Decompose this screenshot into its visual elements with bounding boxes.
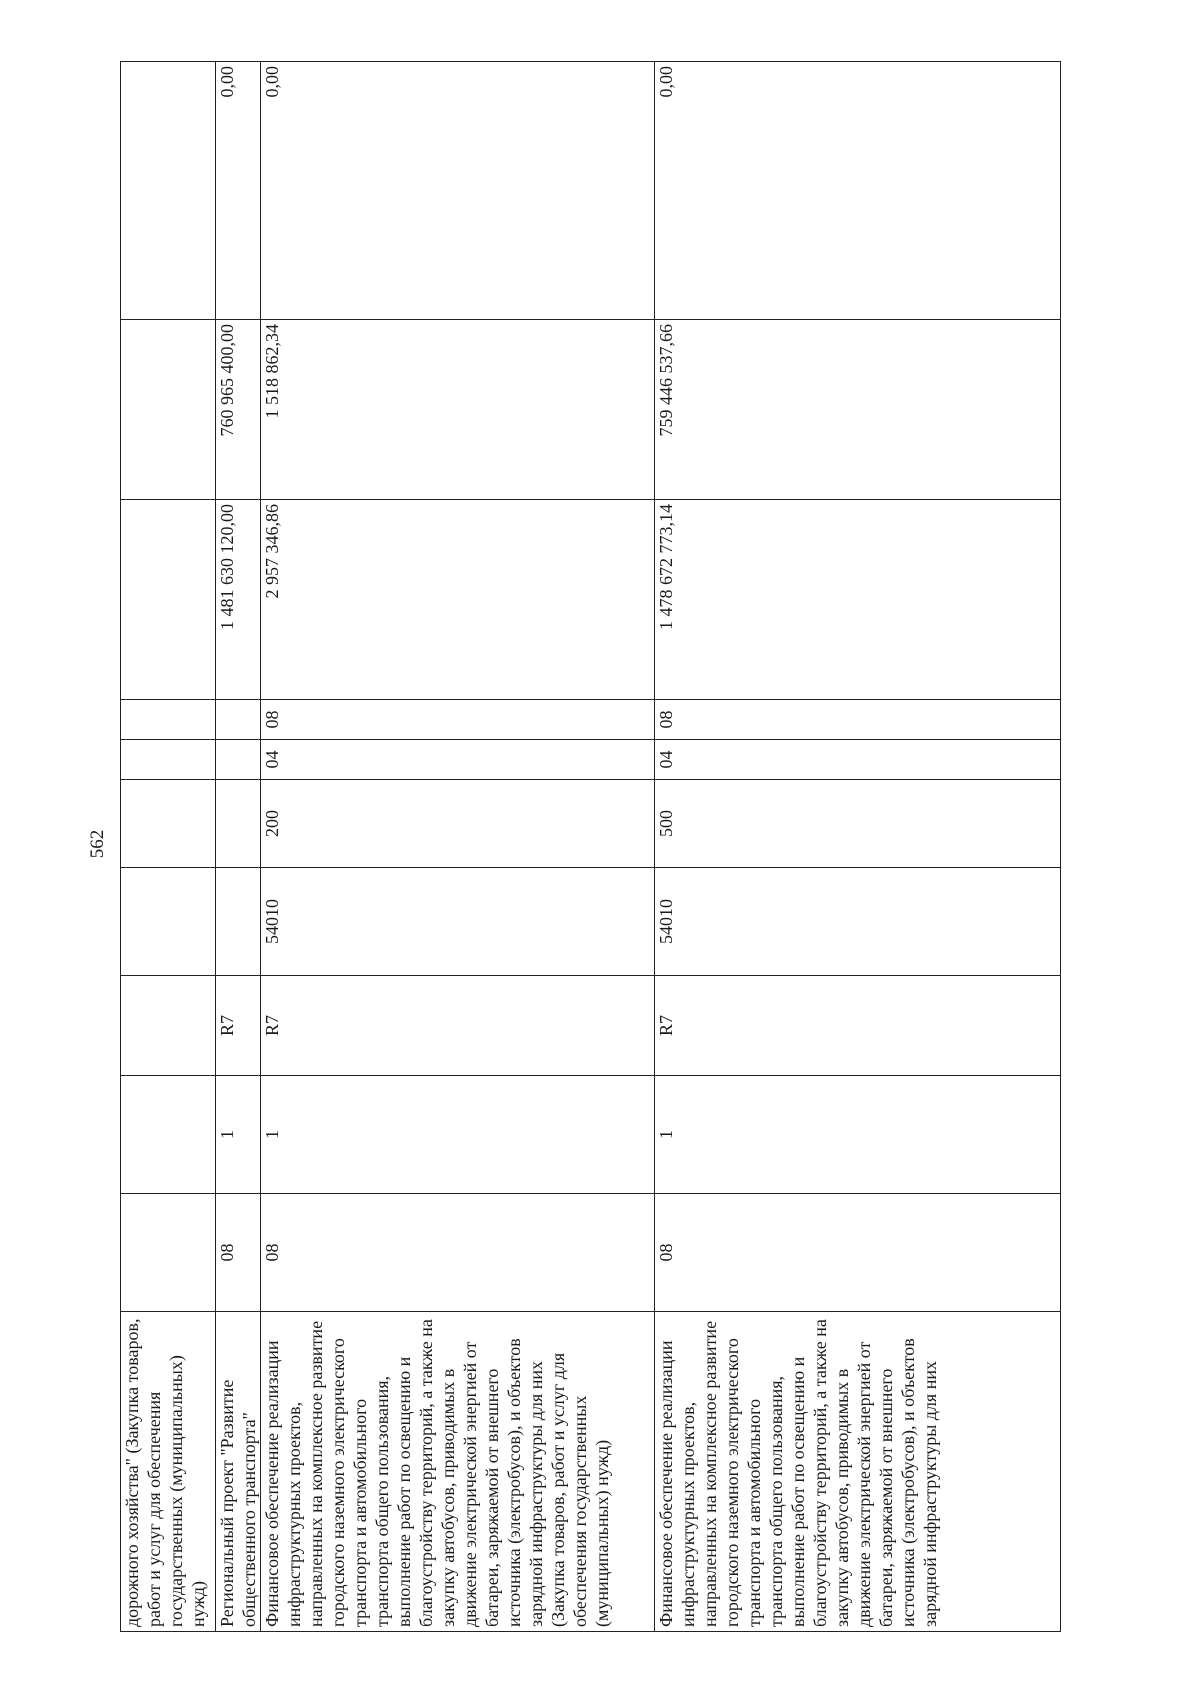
expense-type-cell: 500 bbox=[655, 780, 1061, 868]
section-cell: 08 bbox=[261, 1194, 655, 1312]
project-cell: R7 bbox=[261, 976, 655, 1076]
row-name-cell: Финансовое обеспечение реализации инфраструктурных проектов, направленных на комплексное развитие городского наземного электрического транспорта и автомобильного транспорта общего пользования, выполнение работ по освещению и благоустройству территорий, а также на закупку автобусов, приводимых в движение электрической энергией от батареи, заряжаемой от внешнего источника (электробусов), и объектов зарядной инфраструктуры для них (Закупка товаров, работ и услуг для обеспечения государственных (муниципальных) нужд) bbox=[261, 1312, 655, 1632]
amount-year1-cell: 1 481 630 120,00 bbox=[216, 500, 261, 700]
expense-type-cell: 200 bbox=[261, 780, 655, 868]
subprogram-cell bbox=[121, 1076, 216, 1194]
subprogram-cell: 1 bbox=[216, 1076, 261, 1194]
project-cell bbox=[121, 976, 216, 1076]
amount-year2-cell: 760 965 400,00 bbox=[216, 320, 261, 500]
project-cell: R7 bbox=[655, 976, 1061, 1076]
section-cell: 08 bbox=[655, 1194, 1061, 1312]
expense-type-cell bbox=[121, 780, 216, 868]
direction-code-cell: 54010 bbox=[655, 868, 1061, 976]
table-row bbox=[261, 62, 655, 1632]
project-cell: R7 bbox=[216, 976, 261, 1076]
amount-year3-cell: 0,00 bbox=[261, 62, 655, 320]
section-cell: 08 bbox=[216, 1194, 261, 1312]
amount-year2-cell bbox=[121, 320, 216, 500]
direction-code-cell: 54010 bbox=[261, 868, 655, 976]
table-row bbox=[121, 62, 216, 1632]
subchapter-cell bbox=[121, 700, 216, 740]
amount-year3-cell: 0,00 bbox=[655, 62, 1061, 320]
amount-year2-cell: 759 446 537,66 bbox=[655, 320, 1061, 500]
amount-year1-cell: 2 957 346,86 bbox=[261, 500, 655, 700]
row-name-cell: Региональный проект "Развитие общественного транспорта" bbox=[216, 1312, 261, 1632]
amount-year3-cell: 0,00 bbox=[216, 62, 261, 320]
amount-year1-cell bbox=[121, 500, 216, 700]
subchapter-cell bbox=[216, 700, 261, 740]
amount-year2-cell: 1 518 862,34 bbox=[261, 320, 655, 500]
amount-year1-cell: 1 478 672 773,14 bbox=[655, 500, 1061, 700]
direction-code-cell bbox=[121, 868, 216, 976]
chapter-cell: 04 bbox=[655, 740, 1061, 780]
chapter-cell bbox=[121, 740, 216, 780]
subprogram-cell: 1 bbox=[261, 1076, 655, 1194]
chapter-cell: 04 bbox=[261, 740, 655, 780]
chapter-cell bbox=[216, 740, 261, 780]
amount-year3-cell bbox=[121, 62, 216, 320]
row-name-cell: дорожного хозяйства" (Закупка товаров, работ и услуг для обеспечения государственных (муниципальных) нужд) bbox=[121, 1312, 216, 1632]
subchapter-cell: 08 bbox=[655, 700, 1061, 740]
table-row bbox=[216, 62, 261, 1632]
section-cell bbox=[121, 1194, 216, 1312]
row-name-cell: Финансовое обеспечение реализации инфраструктурных проектов, направленных на комплексное развитие городского наземного электрического транспорта и автомобильного транспорта общего пользования, выполнение работ по освещению и благоустройству территорий, а также на закупку автобусов, приводимых в движение электрической энергией от батареи, заряжаемой от внешнего источника (электробусов), и объектов зарядной инфраструктуры для них bbox=[655, 1312, 1061, 1632]
subchapter-cell: 08 bbox=[261, 700, 655, 740]
expense-type-cell bbox=[216, 780, 261, 868]
subprogram-cell: 1 bbox=[655, 1076, 1061, 1194]
direction-code-cell bbox=[216, 868, 261, 976]
rotated-table-wrapper bbox=[120, 62, 1075, 1632]
page-number: 562 bbox=[87, 829, 108, 859]
table-row bbox=[655, 62, 1061, 1632]
budget-table bbox=[120, 61, 1061, 1632]
